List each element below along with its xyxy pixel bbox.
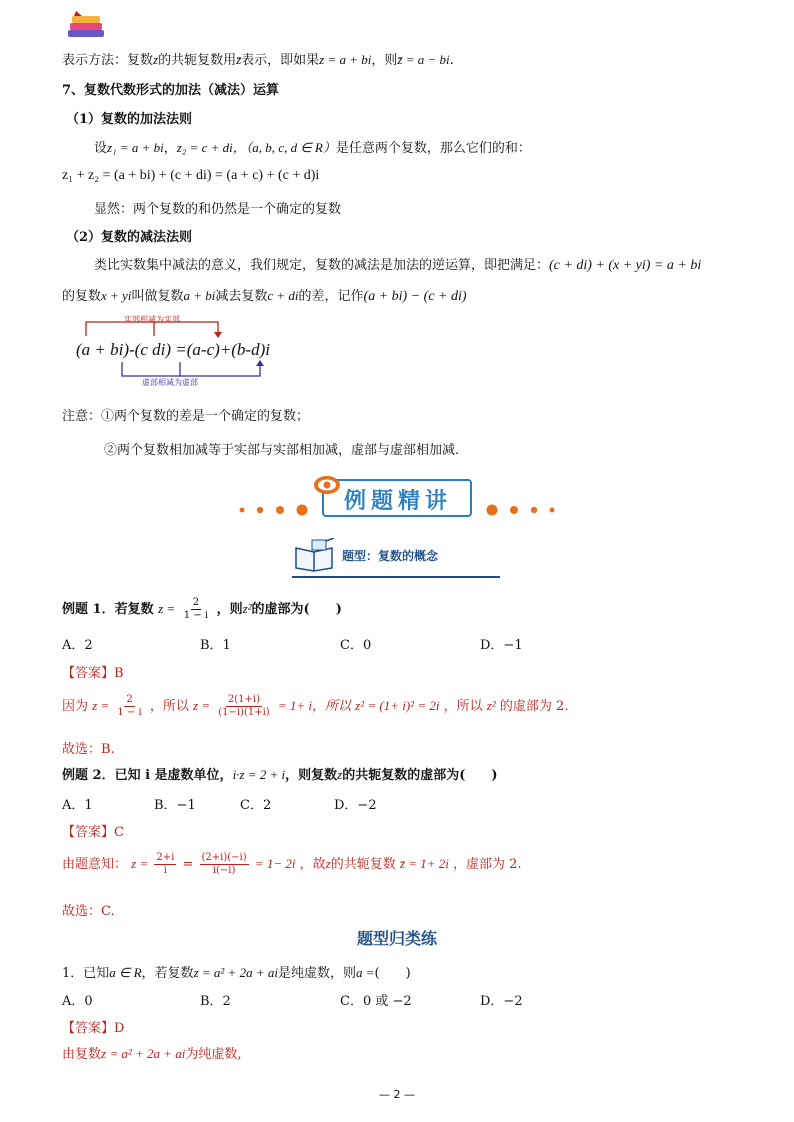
subtraction-rule-heading: （2）复数的减法法则	[66, 230, 193, 245]
diagram-bottom-label: 虚部相减为虚部	[142, 378, 198, 387]
example-2-answer: 【答案】C	[62, 825, 124, 840]
banner-title: 例题精讲	[344, 489, 453, 514]
note-1: 注意：①两个复数的差是一个确定的复数；	[62, 409, 310, 424]
practice-1-solution: 由复数z = a² + 2a + ai为纯虚数,	[62, 1046, 242, 1062]
example-2-choice-b[interactable]: B．−1	[154, 798, 196, 813]
conjugate-line: 表示方法：复数z的共轭复数用z̄表示，即如果z = a + bi，则z̄ = a − bi.	[62, 52, 454, 68]
practice-1-choice-b[interactable]: B．2	[200, 994, 231, 1009]
practice-1-choice-c[interactable]: C．0 或 −2	[340, 994, 412, 1009]
section-7-heading: 7、复数代数形式的加法（减法）运算	[62, 83, 280, 98]
note-2: ②两个复数相加减等于实部与实部相加减，虚部与虚部相加减.	[104, 443, 460, 458]
difference-notation: 的复数x + yi叫做复数a + bi减去复数c + di的差，记作(a + bi) − (c + di)	[62, 288, 467, 304]
question-type-label: 题型：复数的概念	[342, 549, 439, 563]
example-1-choice-b[interactable]: B．1	[200, 638, 231, 653]
example-1-question: 例题 1．若复数 z = $\frac{2}{1 - i}$ ，则z²的虚部为( )	[62, 597, 342, 621]
example-2-final: 故选：C.	[62, 904, 115, 919]
practice-1-question: 1．已知a ∈ R，若复数z = a² + 2a + ai是纯虚数，则a =( )	[62, 965, 411, 981]
example-2-question: 例题 2．已知 i 是虚数单位，i·z = 2 + i，则复数z的共轭复数的虚部为( )	[62, 767, 498, 783]
banner-dots-left	[236, 500, 312, 520]
type-header-underline	[292, 576, 500, 578]
practice-1-choice-d[interactable]: D．−2	[480, 994, 523, 1009]
open-book-icon	[292, 538, 336, 572]
sum-remark: 显然：两个复数的和仍然是一个确定的复数	[94, 202, 342, 217]
example-1-choice-d[interactable]: D．−1	[480, 638, 523, 653]
banner-dots-right	[482, 500, 558, 520]
diagram-expression: (a + bi)-(c di) =(a-c)+(b-d)i	[76, 340, 270, 359]
page-number: — 2 —	[379, 1088, 415, 1101]
practice-1-answer: 【答案】D	[62, 1021, 125, 1036]
sum-formula: z₁ + z₂ = (a + bi) + (c + di) = (a + c) + (c + d)i	[62, 168, 320, 183]
example-2-choice-c[interactable]: C．2	[240, 798, 272, 813]
example-1-final: 故选：B.	[62, 742, 115, 757]
example-1-answer: 【答案】B	[62, 666, 124, 681]
addition-definition: 设z₁ = a + bi，z₂ = c + di，（a, b, c, d ∈ R）是任意两个复数，那么它们的和：	[94, 140, 531, 156]
practice-heading: 题型归类练	[356, 929, 437, 948]
example-1-solution: 因为 z = $\frac{2}{1 - i}$ ，所以 z = $\frac{2(1+i)}{(1-i)(1+i)}$ = 1+ i，所以 z² = (1+ i)² = 2i ，所以 z² 的虚部为 2.	[62, 694, 569, 718]
example-1-choice-c[interactable]: C．0	[340, 638, 372, 653]
addition-rule-heading: （1）复数的加法法则	[66, 112, 193, 127]
subtraction-definition: 类比实数集中减法的意义，我们规定，复数的减法是加法的逆运算，即把满足：(c + di) + (x + yi) = a + bi	[94, 258, 702, 273]
example-banner	[322, 479, 472, 517]
diagram-top-label: 实部相减为实部	[124, 315, 180, 324]
practice-1-choice-a[interactable]: A．0	[62, 994, 93, 1009]
example-2-choice-d[interactable]: D．−2	[334, 798, 377, 813]
books-icon	[62, 8, 110, 42]
example-2-choice-a[interactable]: A．1	[62, 798, 93, 813]
eye-icon	[312, 474, 342, 496]
example-1-choice-a[interactable]: A．2	[62, 638, 93, 653]
example-2-solution: 由题意知： z = $\frac{2+i}{i}$ = $\frac{(2+i)(-i)}{i(-i)}$ = 1− 2i ，故z的共轭复数 z̄ = 1+ 2i ，虚部为 2.	[62, 852, 522, 876]
